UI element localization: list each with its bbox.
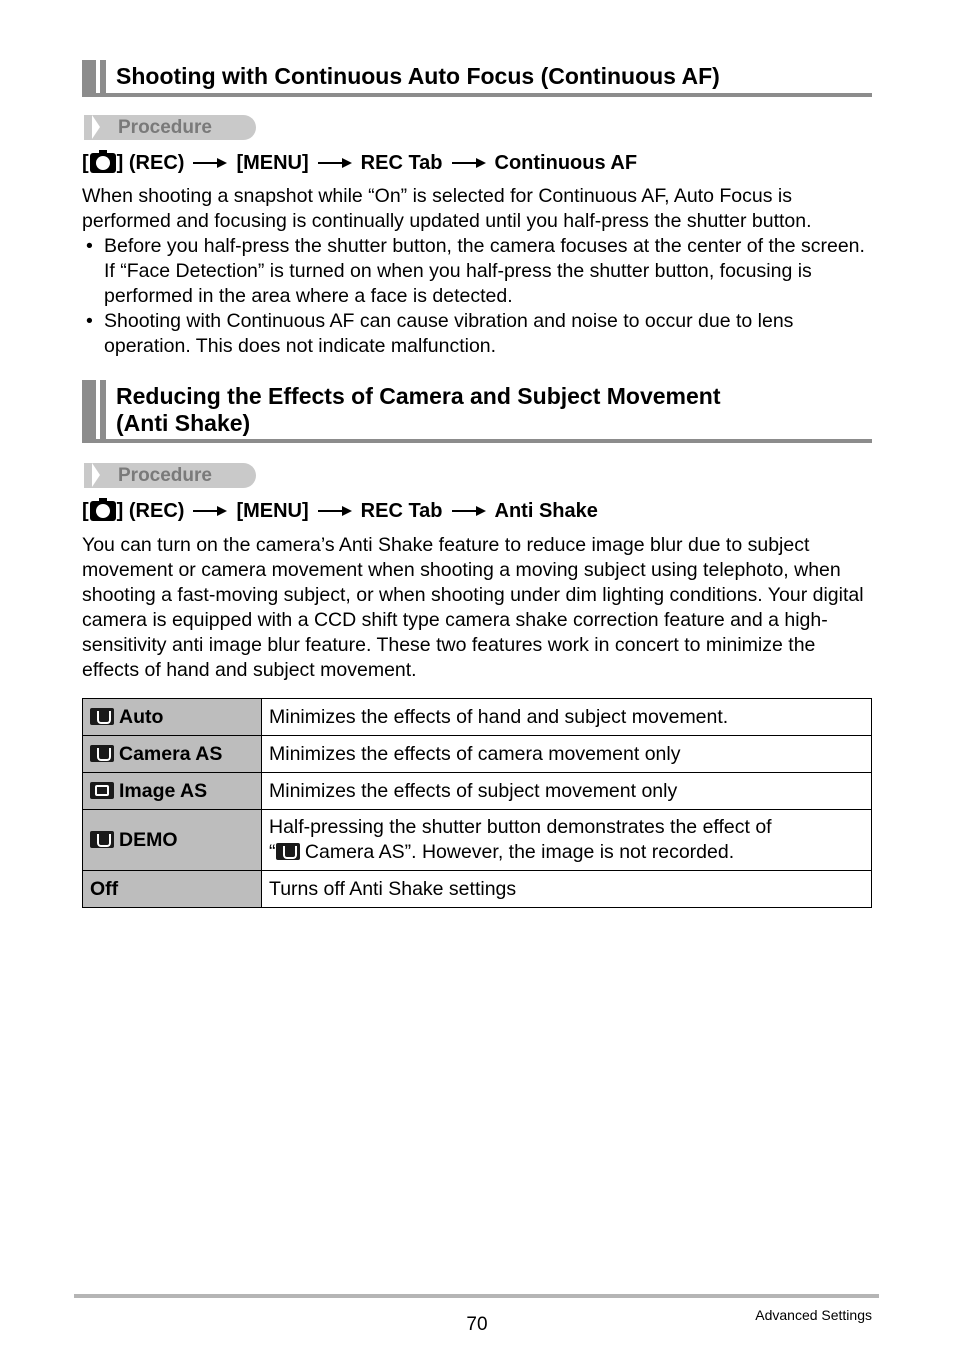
setting-name: Image AS bbox=[83, 773, 262, 810]
section-title: Shooting with Continuous Auto Focus (Continuous AF) bbox=[116, 63, 720, 89]
anti-shake-auto-icon bbox=[90, 708, 114, 725]
menu-path: [ ] (REC) [MENU] REC Tab Anti Shake bbox=[82, 500, 598, 522]
list-item: • Shooting with Continuous AF can cause vibration and noise to occur due to lens operation. This does not indicate malfunction. bbox=[82, 309, 872, 359]
page-number: 70 bbox=[466, 1314, 488, 1335]
chevron-icon bbox=[92, 115, 100, 139]
heading-bar bbox=[100, 380, 106, 439]
body-paragraph: You can turn on the camera’s Anti Shake feature to reduce image blur due to subject movement or camera movement when shooting a moving subject using telephoto, when shooting a fast-moving subject, or when shooting under dim lighting conditions. Your digital camera is equipped with a CCD shift type camera shake correction feature and a high-sensitivity anti image blur feature. These two features work in concert to minimize the effects of hand and subject movement. bbox=[82, 534, 864, 681]
setting-description: Turns off Anti Shake settings bbox=[262, 871, 872, 908]
heading-bar bbox=[100, 60, 106, 93]
procedure-label: Procedure bbox=[84, 463, 256, 488]
image-as-icon bbox=[90, 782, 114, 799]
heading-bar bbox=[82, 380, 96, 439]
camera-as-icon bbox=[276, 843, 300, 860]
arrow-right-icon bbox=[193, 158, 227, 168]
footer-section-name: Advanced Settings bbox=[755, 1307, 872, 1323]
body-paragraph: When shooting a snapshot while “On” is selected for Continuous AF, Auto Focus is performed and focusing is continually updated until you half-press the shutter button. bbox=[82, 185, 812, 232]
camera-icon bbox=[90, 501, 116, 521]
setting-description: Minimizes the effects of camera movement only bbox=[262, 736, 872, 773]
arrow-right-icon bbox=[452, 158, 486, 168]
arrow-right-icon bbox=[318, 158, 352, 168]
table-row bbox=[83, 699, 872, 736]
table-row bbox=[83, 736, 872, 773]
chevron-icon bbox=[92, 463, 100, 487]
arrow-right-icon bbox=[452, 506, 486, 516]
setting-name: Auto bbox=[83, 699, 262, 736]
demo-icon bbox=[90, 831, 114, 848]
camera-icon bbox=[90, 153, 116, 173]
list-item: • Before you half-press the shutter button, the camera focuses at the center of the screen. If “Face Detection” is turned on when you half-press the shutter button, focusing is performed in the area where a face is detected. bbox=[82, 234, 872, 309]
setting-description: Minimizes the effects of hand and subject movement. bbox=[262, 699, 872, 736]
arrow-right-icon bbox=[318, 506, 352, 516]
anti-shake-settings-table bbox=[82, 698, 872, 908]
setting-name: DEMO bbox=[83, 810, 262, 871]
table-row bbox=[83, 773, 872, 810]
menu-path: [ ] (REC) [MENU] REC Tab Continuous AF bbox=[82, 152, 638, 174]
setting-name: Camera AS bbox=[83, 736, 262, 773]
section-heading-continuous-af bbox=[82, 60, 872, 97]
table-row bbox=[83, 810, 872, 871]
procedure-label: Procedure bbox=[84, 115, 256, 140]
arrow-right-icon bbox=[193, 506, 227, 516]
setting-description: Half-pressing the shutter button demonstrates the effect of “ Camera AS”. However, the image is not recorded. bbox=[262, 810, 872, 871]
setting-description: Minimizes the effects of subject movement only bbox=[262, 773, 872, 810]
section-title: Reducing the Effects of Camera and Subject Movement (Anti Shake) bbox=[116, 383, 721, 436]
setting-name: Off bbox=[83, 871, 262, 908]
camera-as-icon bbox=[90, 745, 114, 762]
footer-divider bbox=[74, 1294, 879, 1298]
heading-bar bbox=[82, 60, 96, 93]
table-row bbox=[83, 871, 872, 908]
section-heading-anti-shake bbox=[82, 380, 872, 443]
bullet-list bbox=[82, 234, 872, 359]
